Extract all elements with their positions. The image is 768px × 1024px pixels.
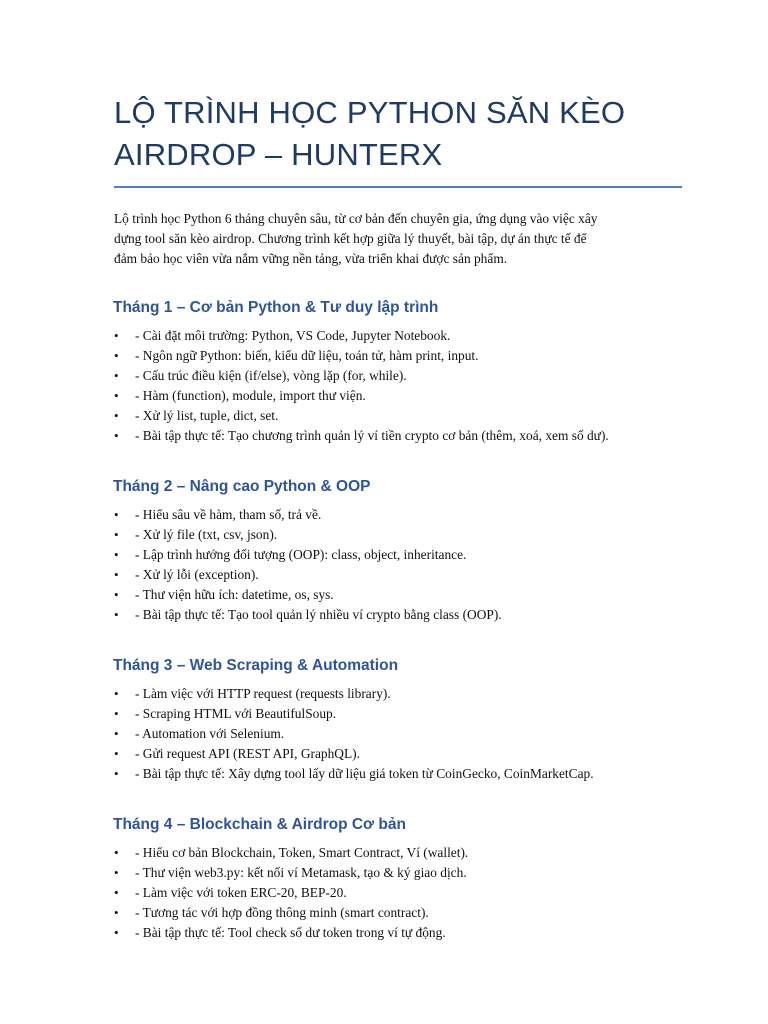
bullet-icon: • <box>114 845 119 860</box>
list-item <box>114 704 656 724</box>
list-item-text: - Hàm (function), module, import thư viện. <box>135 388 366 403</box>
section-heading: Tháng 1 – Cơ bản Python & Tư duy lập trình <box>113 299 439 316</box>
bullet-icon: • <box>114 925 119 940</box>
list-item <box>114 406 656 426</box>
list-item-text: - Cài đặt môi trường: Python, VS Code, Jupyter Notebook. <box>135 328 451 343</box>
bullet-icon: • <box>114 686 119 701</box>
list-item <box>114 903 656 923</box>
bullet-icon: • <box>114 587 119 602</box>
section-heading: Tháng 2 – Nâng cao Python & OOP <box>113 478 371 495</box>
bullet-icon: • <box>114 527 119 542</box>
month-section-2 <box>114 476 656 625</box>
list-item <box>114 525 656 545</box>
list-item <box>114 346 656 366</box>
bullet-list <box>114 684 656 784</box>
list-item-text: - Xử lý file (txt, csv, json). <box>135 527 278 542</box>
bullet-icon: • <box>114 348 119 363</box>
section-heading: Tháng 3 – Web Scraping & Automation <box>113 657 399 674</box>
list-item <box>114 744 656 764</box>
list-item-text: - Bài tập thực tế: Tạo chương trình quản lý ví tiền crypto cơ bản (thêm, xoá, xem số dư). <box>135 428 609 443</box>
bullet-icon: • <box>114 547 119 562</box>
bullet-icon: • <box>114 905 119 920</box>
list-item-text: - Automation với Selenium. <box>135 726 285 741</box>
list-item <box>114 843 656 863</box>
list-item <box>114 326 656 346</box>
title-underline <box>114 186 682 188</box>
month-section-1 <box>114 297 656 446</box>
list-item <box>114 545 656 565</box>
list-item-text: - Tương tác với hợp đồng thông minh (smart contract). <box>135 905 429 920</box>
bullet-icon: • <box>114 328 119 343</box>
list-item <box>114 684 656 704</box>
bullet-list <box>114 843 656 943</box>
bullet-icon: • <box>114 507 119 522</box>
bullet-icon: • <box>114 368 119 383</box>
list-item <box>114 923 656 943</box>
list-item-text: - Thư viện hữu ích: datetime, os, sys. <box>135 587 334 602</box>
bullet-icon: • <box>114 766 119 781</box>
list-item-text: - Xử lý list, tuple, dict, set. <box>135 408 279 423</box>
list-item <box>114 764 656 784</box>
intro-line-3: đảm bảo học viên vừa nắm vững nền tảng, vừa triển khai được sản phẩm. <box>114 251 508 266</box>
list-item-text: - Làm việc với token ERC-20, BEP-20. <box>135 885 347 900</box>
intro-line-2: dựng tool săn kèo airdrop. Chương trình kết hợp giữa lý thuyết, bài tập, dự án thực tế để <box>114 231 587 246</box>
list-item-text: - Hiểu sâu về hàm, tham số, trả về. <box>135 507 322 522</box>
list-item-text: - Cấu trúc điều kiện (if/else), vòng lặp (for, while). <box>135 368 407 383</box>
list-item-text: - Scraping HTML với BeautifulSoup. <box>135 706 337 721</box>
intro-line-1: Lộ trình học Python 6 tháng chuyên sâu, từ cơ bản đến chuyên gia, ứng dụng vào việc xây <box>114 211 598 226</box>
month-section-3 <box>114 655 656 784</box>
list-item <box>114 366 656 386</box>
bullet-icon: • <box>114 865 119 880</box>
bullet-icon: • <box>114 746 119 761</box>
list-item-text: - Gửi request API (REST API, GraphQL). <box>135 746 360 761</box>
document-title <box>114 92 656 176</box>
bullet-list <box>114 326 656 446</box>
bullet-icon: • <box>114 726 119 741</box>
sections-container <box>114 297 656 943</box>
list-item <box>114 883 656 903</box>
bullet-icon: • <box>114 388 119 403</box>
list-item <box>114 505 656 525</box>
list-item-text: - Làm việc với HTTP request (requests library). <box>135 686 391 701</box>
list-item-text: - Xử lý lỗi (exception). <box>135 567 259 582</box>
bullet-icon: • <box>114 706 119 721</box>
list-item <box>114 426 656 446</box>
bullet-icon: • <box>114 885 119 900</box>
list-item-text: - Bài tập thực tế: Tool check số dư token trong ví tự động. <box>135 925 446 940</box>
list-item <box>114 386 656 406</box>
bullet-icon: • <box>114 408 119 423</box>
list-item <box>114 605 656 625</box>
list-item <box>114 724 656 744</box>
list-item-text: - Lập trình hướng đối tượng (OOP): class, object, inheritance. <box>135 547 467 562</box>
bullet-icon: • <box>114 428 119 443</box>
document-title-line-2: AIRDROP – HUNTERX <box>114 137 443 172</box>
month-section-4 <box>114 814 656 943</box>
list-item <box>114 565 656 585</box>
list-item <box>114 585 656 605</box>
bullet-icon: • <box>114 607 119 622</box>
list-item-text: - Ngôn ngữ Python: biến, kiểu dữ liệu, toán tử, hàm print, input. <box>135 348 479 363</box>
list-item-text: - Thư viện web3.py: kết nối ví Metamask, tạo & ký giao dịch. <box>135 865 467 880</box>
document-title-line-1: LỘ TRÌNH HỌC PYTHON SĂN KÈO <box>114 95 626 130</box>
section-heading: Tháng 4 – Blockchain & Airdrop Cơ bản <box>113 816 406 833</box>
bullet-icon: • <box>114 567 119 582</box>
list-item-text: - Bài tập thực tế: Xây dựng tool lấy dữ liệu giá token từ CoinGecko, CoinMarketCap. <box>135 766 594 781</box>
list-item <box>114 863 656 883</box>
intro-paragraph <box>114 209 656 269</box>
list-item-text: - Hiểu cơ bản Blockchain, Token, Smart Contract, Ví (wallet). <box>135 845 469 860</box>
list-item-text: - Bài tập thực tế: Tạo tool quản lý nhiều ví crypto bằng class (OOP). <box>135 607 502 622</box>
bullet-list <box>114 505 656 625</box>
